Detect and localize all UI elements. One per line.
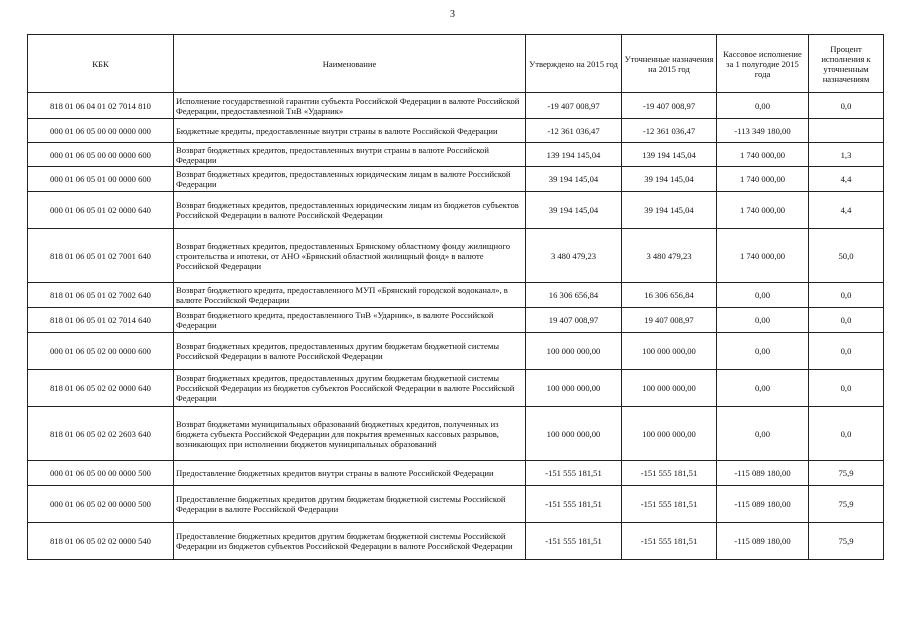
header-name: Наименование bbox=[174, 35, 526, 93]
revised-cell: -12 361 036,47 bbox=[622, 119, 717, 143]
revised-cell: -151 555 181,51 bbox=[622, 461, 717, 486]
percent-cell: 75,9 bbox=[809, 486, 884, 523]
table-row bbox=[28, 93, 884, 119]
header-revised: Уточненные назначения на 2015 год bbox=[622, 35, 717, 93]
table-row bbox=[28, 192, 884, 229]
kbk-cell: 818 01 06 05 01 02 7001 640 bbox=[28, 229, 174, 283]
revised-cell: 16 306 656,84 bbox=[622, 283, 717, 308]
kbk-cell: 000 01 06 05 00 00 0000 500 bbox=[28, 461, 174, 486]
revised-cell: -151 555 181,51 bbox=[622, 523, 717, 560]
name-cell: Предоставление бюджетных кредитов внутри страны в валюте Российской Федерации bbox=[174, 461, 526, 486]
approved-cell: 100 000 000,00 bbox=[526, 333, 622, 370]
percent-cell: 0,0 bbox=[809, 308, 884, 333]
name-cell: Возврат бюджетных кредитов, предоставленных юридическим лицам из бюджетов субъектов Российской Федерации в валюте Российской Федерации bbox=[174, 192, 526, 229]
table-row bbox=[28, 229, 884, 283]
kbk-cell: 818 01 06 05 01 02 7002 640 bbox=[28, 283, 174, 308]
percent-cell: 75,9 bbox=[809, 461, 884, 486]
cash-cell: -113 349 180,00 bbox=[717, 119, 809, 143]
name-cell: Бюджетные кредиты, предоставленные внутри страны в валюте Российской Федерации bbox=[174, 119, 526, 143]
kbk-cell: 818 01 06 05 02 02 0000 640 bbox=[28, 370, 174, 407]
name-cell: Возврат бюджетных кредитов, предоставленных другим бюджетам бюджетной системы Российской Федерации из бюджетов субъектов Российской Федерации в валюте Российской Федерации bbox=[174, 370, 526, 407]
kbk-cell: 000 01 06 05 01 00 0000 600 bbox=[28, 167, 174, 192]
percent-cell: 0,0 bbox=[809, 407, 884, 461]
revised-cell: 139 194 145,04 bbox=[622, 143, 717, 167]
cash-cell: 1 740 000,00 bbox=[717, 192, 809, 229]
table-row bbox=[28, 523, 884, 560]
approved-cell: -151 555 181,51 bbox=[526, 486, 622, 523]
approved-cell: 16 306 656,84 bbox=[526, 283, 622, 308]
table-row bbox=[28, 486, 884, 523]
cash-cell: -115 089 180,00 bbox=[717, 486, 809, 523]
percent-cell: 4,4 bbox=[809, 167, 884, 192]
header-cash: Кассовое исполнение за 1 полугодие 2015 года bbox=[717, 35, 809, 93]
revised-cell: 39 194 145,04 bbox=[622, 192, 717, 229]
name-cell: Возврат бюджетных кредитов, предоставленных внутри страны в валюте Российской Федерации bbox=[174, 143, 526, 167]
revised-cell: 100 000 000,00 bbox=[622, 333, 717, 370]
percent-cell: 1,3 bbox=[809, 143, 884, 167]
approved-cell: -151 555 181,51 bbox=[526, 461, 622, 486]
table-row bbox=[28, 167, 884, 192]
revised-cell: -151 555 181,51 bbox=[622, 486, 717, 523]
cash-cell: 0,00 bbox=[717, 308, 809, 333]
cash-cell: 0,00 bbox=[717, 407, 809, 461]
revised-cell: -19 407 008,97 bbox=[622, 93, 717, 119]
kbk-cell: 818 01 06 05 01 02 7014 640 bbox=[28, 308, 174, 333]
kbk-cell: 000 01 06 05 02 00 0000 500 bbox=[28, 486, 174, 523]
cash-cell: -115 089 180,00 bbox=[717, 523, 809, 560]
name-cell: Возврат бюджетных кредитов, предоставленных Брянскому областному фонду жилищного строительства и ипотеки, от АНО «Брянский областной жилищный фонд» в валюте Российской Федерации bbox=[174, 229, 526, 283]
approved-cell: 3 480 479,23 bbox=[526, 229, 622, 283]
name-cell: Возврат бюджетных кредитов, предоставленных юридическим лицам в валюте Российской Федерации bbox=[174, 167, 526, 192]
cash-cell: 1 740 000,00 bbox=[717, 229, 809, 283]
percent-cell: 50,0 bbox=[809, 229, 884, 283]
cash-cell: 0,00 bbox=[717, 333, 809, 370]
percent-cell: 4,4 bbox=[809, 192, 884, 229]
cash-cell: 1 740 000,00 bbox=[717, 143, 809, 167]
percent-cell: 75,9 bbox=[809, 523, 884, 560]
name-cell: Возврат бюджетного кредита, предоставленного ТнВ «Ударник», в валюте Российской Федерации bbox=[174, 308, 526, 333]
header-percent: Процент исполнения к уточненным назначениям bbox=[809, 35, 884, 93]
budget-sources-table bbox=[27, 34, 884, 560]
table-row bbox=[28, 119, 884, 143]
table-row bbox=[28, 283, 884, 308]
revised-cell: 19 407 008,97 bbox=[622, 308, 717, 333]
kbk-cell: 000 01 06 05 02 00 0000 600 bbox=[28, 333, 174, 370]
kbk-cell: 000 01 06 05 01 02 0000 640 bbox=[28, 192, 174, 229]
table-header-row bbox=[28, 35, 884, 93]
cash-cell: 0,00 bbox=[717, 370, 809, 407]
table-row bbox=[28, 333, 884, 370]
approved-cell: -151 555 181,51 bbox=[526, 523, 622, 560]
table-row bbox=[28, 370, 884, 407]
approved-cell: 39 194 145,04 bbox=[526, 192, 622, 229]
percent-cell: 0,0 bbox=[809, 370, 884, 407]
kbk-cell: 818 01 06 05 02 02 2603 640 bbox=[28, 407, 174, 461]
cash-cell: 0,00 bbox=[717, 93, 809, 119]
percent-cell: 0,0 bbox=[809, 283, 884, 308]
revised-cell: 100 000 000,00 bbox=[622, 370, 717, 407]
cash-cell: 1 740 000,00 bbox=[717, 167, 809, 192]
percent-cell: 0,0 bbox=[809, 93, 884, 119]
table-row bbox=[28, 308, 884, 333]
table-row bbox=[28, 461, 884, 486]
percent-cell bbox=[809, 119, 884, 143]
kbk-cell: 000 01 06 05 00 00 0000 000 bbox=[28, 119, 174, 143]
cash-cell: -115 089 180,00 bbox=[717, 461, 809, 486]
approved-cell: -12 361 036,47 bbox=[526, 119, 622, 143]
revised-cell: 100 000 000,00 bbox=[622, 407, 717, 461]
approved-cell: 139 194 145,04 bbox=[526, 143, 622, 167]
revised-cell: 3 480 479,23 bbox=[622, 229, 717, 283]
revised-cell: 39 194 145,04 bbox=[622, 167, 717, 192]
table-row bbox=[28, 407, 884, 461]
name-cell: Предоставление бюджетных кредитов другим бюджетам бюджетной системы Российской Федерации из бюджетов субъектов Российской Федерации в валюте Российской Федерации bbox=[174, 523, 526, 560]
name-cell: Возврат бюджетами муниципальных образований бюджетных кредитов, полученных из бюджета субъекта Российской Федерации для покрытия временных кассовых разрывов, возникающих при исполнении бюджетов муниципальных образований bbox=[174, 407, 526, 461]
approved-cell: 100 000 000,00 bbox=[526, 407, 622, 461]
approved-cell: -19 407 008,97 bbox=[526, 93, 622, 119]
approved-cell: 39 194 145,04 bbox=[526, 167, 622, 192]
approved-cell: 19 407 008,97 bbox=[526, 308, 622, 333]
name-cell: Исполнение государственной гарантии субъекта Российской Федерации в валюте Российской Федерации, предоставленной ТнВ «Ударник» bbox=[174, 93, 526, 119]
approved-cell: 100 000 000,00 bbox=[526, 370, 622, 407]
page-number: 3 bbox=[450, 9, 455, 20]
percent-cell: 0,0 bbox=[809, 333, 884, 370]
kbk-cell: 000 01 06 05 00 00 0000 600 bbox=[28, 143, 174, 167]
kbk-cell: 818 01 06 05 02 02 0000 540 bbox=[28, 523, 174, 560]
table-row bbox=[28, 143, 884, 167]
cash-cell: 0,00 bbox=[717, 283, 809, 308]
header-approved: Утверждено на 2015 год bbox=[526, 35, 622, 93]
name-cell: Предоставление бюджетных кредитов другим бюджетам бюджетной системы Российской Федерации в валюте Российской Федерации bbox=[174, 486, 526, 523]
name-cell: Возврат бюджетных кредитов, предоставленных другим бюджетам бюджетной системы Российской Федерации в валюте Российской Федерации bbox=[174, 333, 526, 370]
header-kbk: КБК bbox=[28, 35, 174, 93]
name-cell: Возврат бюджетного кредита, предоставленного МУП «Брянский городской водоканал», в валюте Российской Федерации bbox=[174, 283, 526, 308]
kbk-cell: 818 01 06 04 01 02 7014 810 bbox=[28, 93, 174, 119]
